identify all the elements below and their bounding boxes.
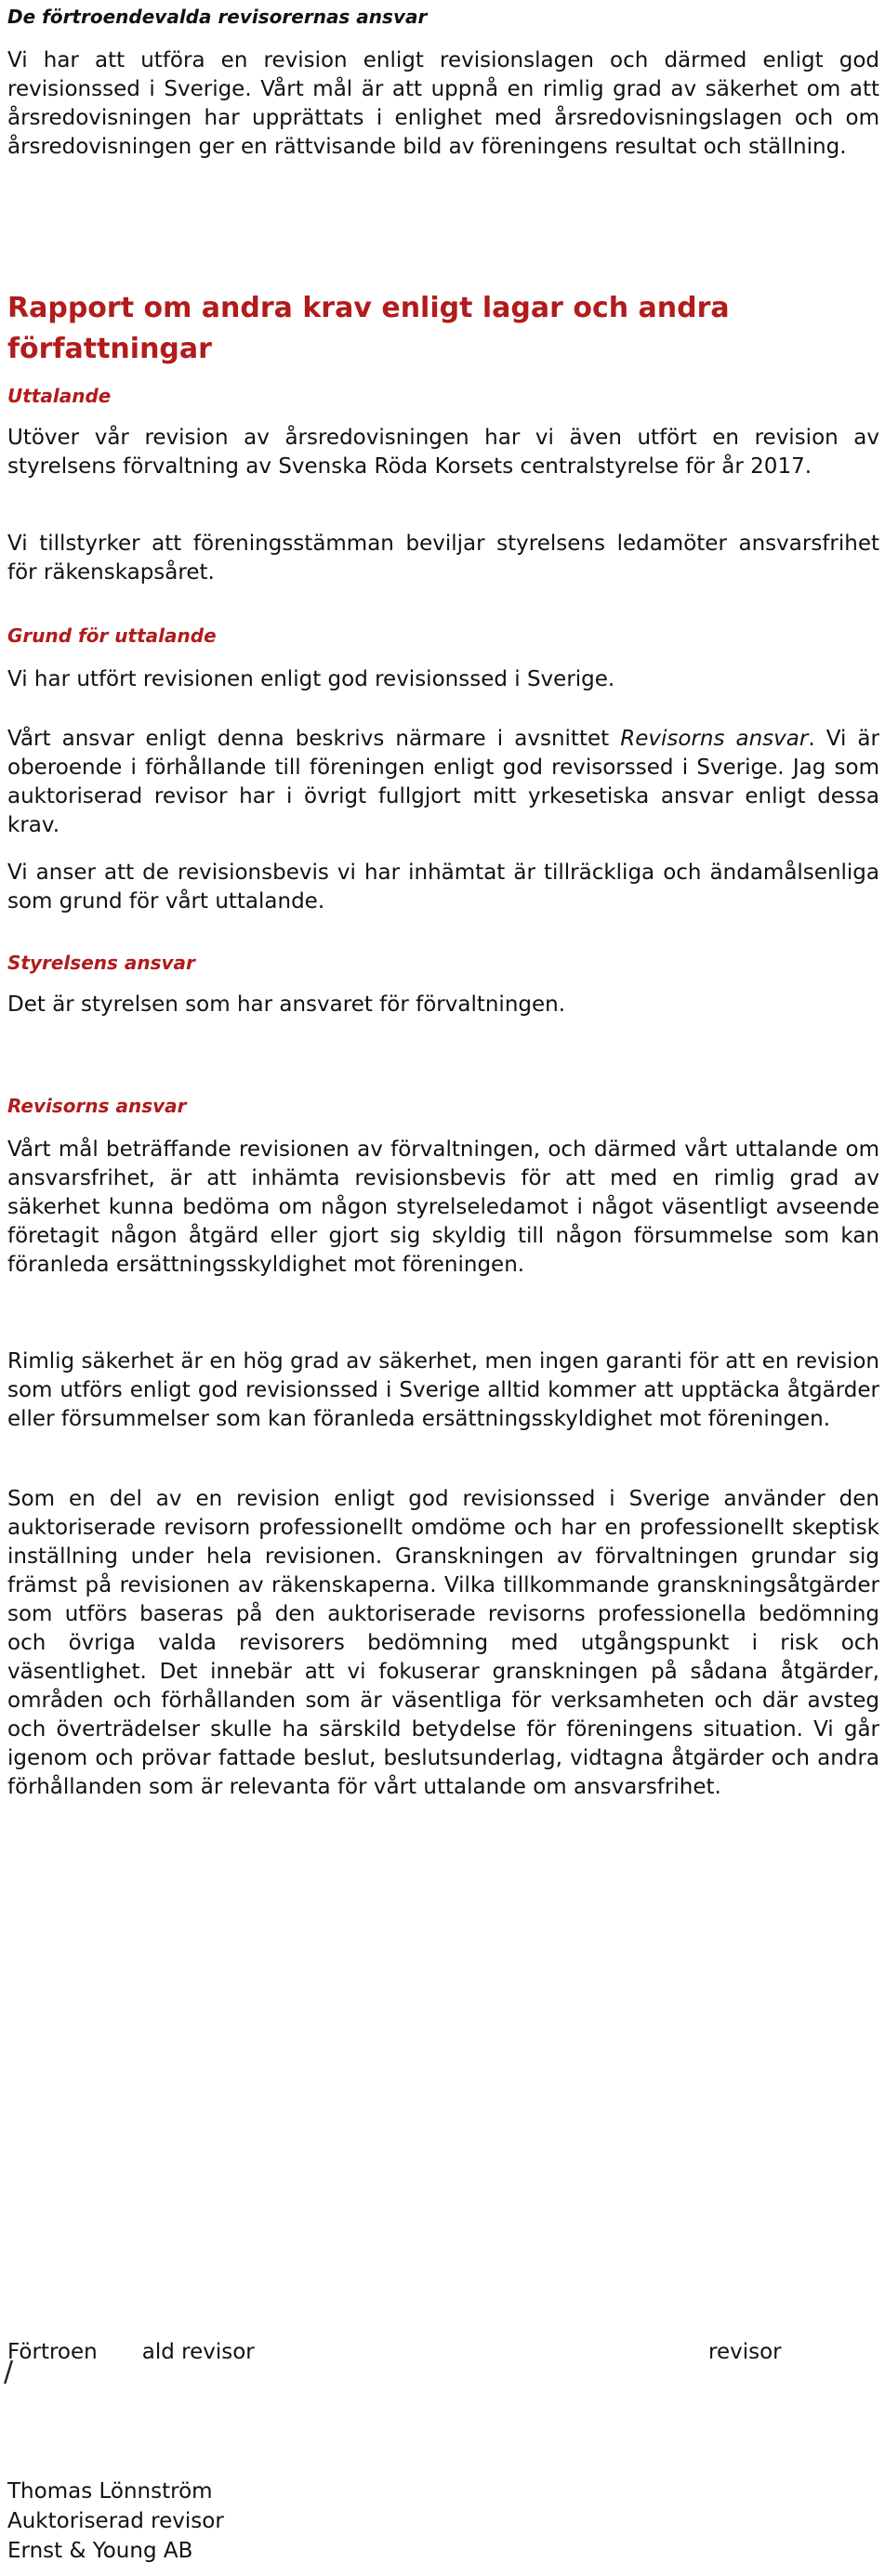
paragraph-uttalande-2: Vi tillstyrker att föreningsstämman beviljar styrelsens ledamöter ansvarsfrihet för räkenskapsåret. xyxy=(7,532,879,585)
grund-2-text-b: . Vi är oberoende i förhållande till föreningen enligt god revisorssed i Sverige. Jag som auktoriserad revisor har i övrigt fullgjort mitt yrkesetiska ansvar enligt dessa krav. xyxy=(7,727,879,837)
section-heading-revisorernas-ansvar: De förtroendevalda revisorernas ansvar xyxy=(7,6,428,28)
paragraph-grund-3: Vi anser att de revisionsbevis vi har inhämtat är tillräckliga och ändamålsenliga som grund för vårt uttalande. xyxy=(7,861,879,913)
paragraph-grund-2 xyxy=(7,725,879,840)
subheading-grund: Grund för uttalande xyxy=(7,624,217,647)
signature-name: Thomas Lönnström xyxy=(7,2479,213,2504)
subheading-styrelsens-ansvar: Styrelsens ansvar xyxy=(7,952,195,974)
subheading-uttalande: Uttalande xyxy=(7,385,112,407)
report-heading-line2: författningar xyxy=(7,333,212,365)
subheading-revisorns-ansvar: Revisorns ansvar xyxy=(7,1095,187,1117)
paragraph-uttalande-1: Utöver vår revision av årsredovisningen har vi även utfört en revision av styrelsens förvaltning av Svenska Röda Korsets centralstyrelse för år 2017. xyxy=(7,426,879,479)
paragraph-grund-1: Vi har utfört revisionen enligt god revisionssed i Sverige. xyxy=(7,667,615,691)
signature-label-right: revisor xyxy=(708,2340,782,2364)
signature-scribble: / xyxy=(4,2356,14,2388)
paragraph-revisorernas-ansvar: Vi har att utföra en revision enligt revisionslagen och därmed enligt god revisionssed i Sverige. Vårt mål är att uppnå en rimlig grad av säkerhet om att årsredovisningen har upprättats i enlighet med årsredovisningslagen och om årsredovisningen ger en rättvisande bild av föreningens resultat och ställning. xyxy=(7,48,879,159)
paragraph-revisorns-ansvar-1: Vårt mål beträffande revisionen av förvaltningen, och därmed vårt uttalande om ansvarsfrihet, är att inhämta revisionsbevis för att med en rimlig grad av säkerhet kunna bedöma om någon styrelseledamot i något väsentligt avseende företagit någon åtgärd eller gjort sig skyldig till någon försummelse som kan föranleda ersättningsskyldighet mot föreningen. xyxy=(7,1137,879,1277)
signature-title: Auktoriserad revisor xyxy=(7,2509,224,2533)
paragraph-revisorns-ansvar-3: Som en del av en revision enligt god revisionssed i Sverige använder den auktoriserade revisorn professionellt omdöme och har en professionellt skeptisk inställning under hela revisionen. Granskningen av förvaltningen grundar sig främst på revisionen av räkenskaperna. Vilka tillkommande granskningsåtgärder som utförs baseras på den auktoriserade revisorns professionella bedömning och övriga valda revisorers bedömning med utgångspunkt i risk och väsentlighet. Det innebär att vi fokuserar granskningen på sådana åtgärder, områden och förhållanden som är väsentliga för verksamheten och där avsteg och överträdelser skulle ha särskild betydelse för föreningens situation. Vi går igenom och prövar fattade beslut, beslutsunderlag, vidtagna åtgärder och andra förhållanden som är relevanta för vårt uttalande om ansvarsfrihet. xyxy=(7,1487,879,1799)
signature-label-left-part2: ald revisor xyxy=(141,2340,255,2364)
signature-label-left-part1: Förtroen xyxy=(7,2340,98,2364)
signature-label-left xyxy=(7,2338,255,2367)
grund-2-text-a: Vårt ansvar enligt denna beskrivs närmare i avsnittet xyxy=(7,727,621,751)
revisorns-ansvar-reference: Revisorns ansvar xyxy=(620,727,809,751)
report-heading-line1: Rapport om andra krav enligt lagar och andra xyxy=(7,292,730,324)
report-heading xyxy=(7,288,879,370)
signature-company: Ernst & Young AB xyxy=(7,2539,193,2563)
paragraph-revisorns-ansvar-2: Rimlig säkerhet är en hög grad av säkerhet, men ingen garanti för att en revision som utförs enligt god revisionssed i Sverige alltid kommer att upptäcka åtgärder eller försummelser som kan föranleda ersättningsskyldighet mot föreningen. xyxy=(7,1349,879,1431)
paragraph-styrelsens-ansvar: Det är styrelsen som har ansvaret för förvaltningen. xyxy=(7,992,566,1017)
